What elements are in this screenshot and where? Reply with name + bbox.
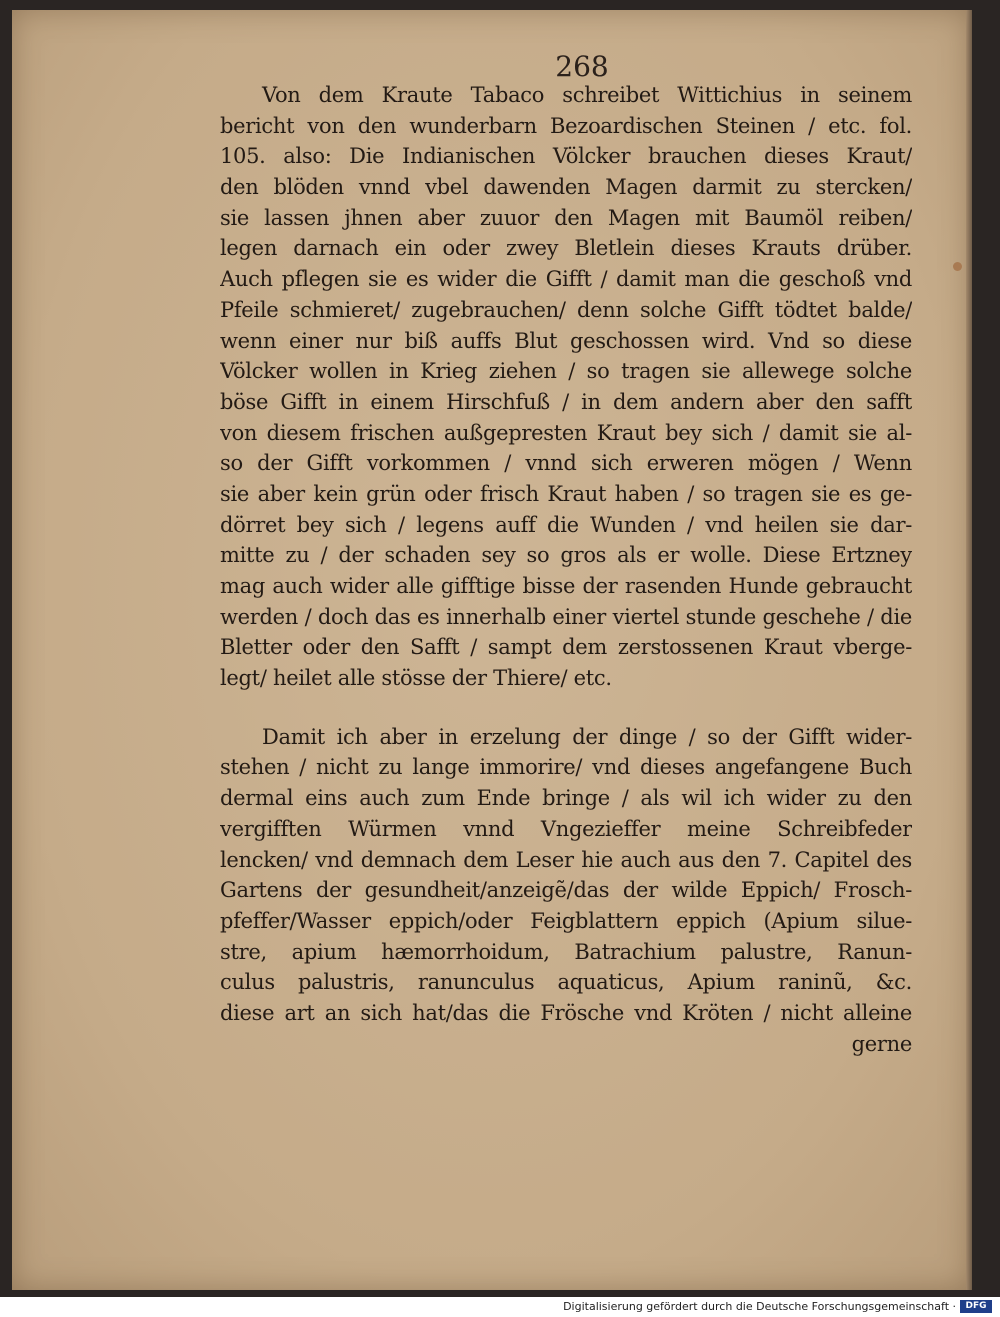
page-number: 268 — [555, 50, 609, 83]
paper-stain — [953, 262, 962, 271]
text-line: sie aber kein grün oder frisch Kraut haben / so tragen sie es ge- — [220, 481, 912, 506]
text-line: Von dem Kraute Tabaco schreibet Wittichius in seinem — [262, 83, 912, 107]
text-line: dörret bey sich / legens auff die Wunden / vnd heilen sie dar- — [220, 512, 912, 537]
text-line: so der Gifft vorkommen / vnnd sich erweren mögen / Wenn — [220, 451, 912, 476]
text-line: 105. also: Die Indianischen Völcker brauchen dieses Kraut/ — [220, 144, 912, 169]
paragraph-gap — [220, 694, 912, 722]
page-edge — [966, 10, 972, 1290]
text-line: Gartens der gesundheit/anzeigẽ/das der wilde Eppich/ Frosch- — [220, 878, 912, 903]
text-line: von diesem frischen außgepresten Kraut bey sich / damit sie al- — [220, 420, 912, 445]
text-line: legen darnach ein oder zwey Bletlein dieses Krauts drüber. — [220, 236, 912, 261]
text-line: sie lassen jhnen aber zuuor den Magen mit Baumöl reiben/ — [220, 205, 912, 230]
text-line: Völcker wollen in Krieg ziehen / so tragen sie allewege solche — [220, 359, 912, 384]
text-line: lencken/ vnd demnach dem Leser hie auch aus den 7. Capitel des — [220, 847, 912, 872]
text-line: diese art an sich hat/das die Frösche vnd Kröten / nicht alleine — [220, 1000, 912, 1025]
text-line: wenn einer nur biß auffs Blut geschossen wird. Vnd so diese — [220, 328, 912, 353]
text-line: Pfeile schmieret/ zugebrauchen/ denn solche Gifft tödtet balde/ — [220, 297, 912, 322]
text-line: pfeffer/Wasser eppich/oder Feigblattern eppich (Apium silue- — [220, 908, 912, 933]
text-line: böse Gifft in einem Hirschfuß / in dem andern aber den safft — [220, 389, 912, 414]
text-line: Auch pflegen sie es wider die Gifft / damit man die geschoß vnd — [220, 267, 912, 292]
funding-credit: Digitalisierung gefördert durch die Deutsche Forschungsgemeinschaft · — [563, 1300, 956, 1313]
footer-bar — [0, 1297, 1000, 1317]
text-line: mitte zu / der schaden sey so gros als er wolle. Diese Ertzney — [220, 543, 912, 568]
catchword: gerne — [851, 1031, 912, 1056]
text-line: den blöden vnnd vbel dawenden Magen darmit zu stercken/ — [220, 175, 912, 200]
text-line: mag auch wider alle gifftige bisse der rasenden Hunde gebraucht — [220, 574, 912, 598]
text-line: stehen / nicht zu lange immorire/ vnd dieses angefangene Buch — [220, 755, 912, 780]
text-line: stre, apium hæmorrhoidum, Batrachium palustre, Ranun- — [220, 939, 912, 964]
text-line: vergifften Würmen vnnd Vngezieffer meine Schreibfeder — [220, 816, 912, 841]
text-line: Bletter oder den Safft / sampt dem zerstossenen Kraut vberge- — [220, 635, 912, 660]
text-line: legt/ heilet alle stösse der Thiere/ etc. — [220, 666, 612, 691]
text-line: werden / doch das es innerhalb einer viertel stunde geschehe / die — [220, 604, 912, 629]
text-line: bericht von den wunderbarn Bezoardischen Steinen / etc. fol. — [220, 113, 912, 138]
dfg-logo: DFG — [960, 1300, 992, 1313]
text-line: culus palustris, ranunculus aquaticus, Apium raninũ, &c. — [220, 970, 912, 995]
text-line: Damit ich aber in erzelung der dinge / so der Gifft wider- — [262, 724, 912, 749]
body-text — [220, 80, 912, 1059]
text-line: dermal eins auch zum Ende bringe / als wil ich wider zu den — [220, 786, 912, 811]
